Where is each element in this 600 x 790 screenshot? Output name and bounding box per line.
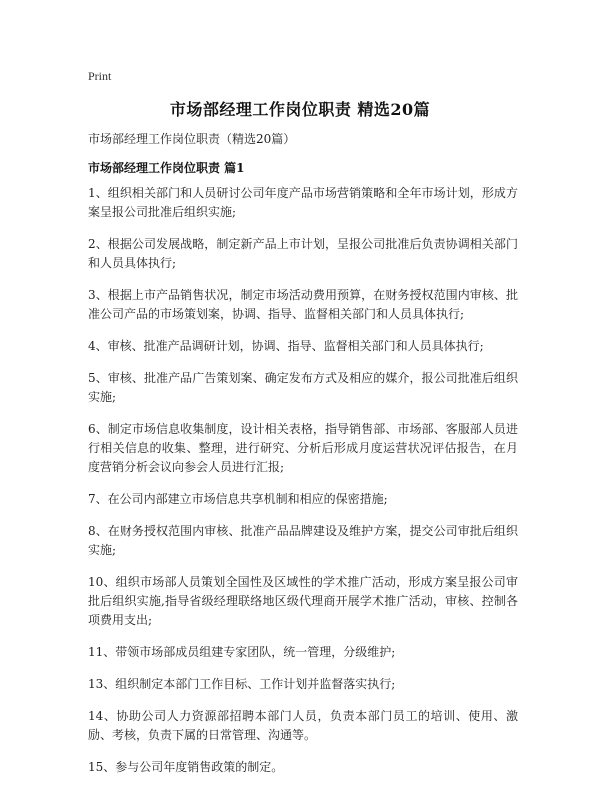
list-item: 1、组织相关部门和人员研讨公司年度产品市场营销策略和全年市场计划，形成方案呈报公司批准后组织实施;: [88, 186, 518, 219]
list-item: 14、协助公司人力资源部招聘本部门人员，负责本部门员工的培训、使用、激励、考核，负责下属的日常管理、沟通等。: [88, 709, 518, 742]
list-item: 4、审核、批准产品调研计划，协调、指导、监督相关部门和人员具体执行;: [88, 339, 484, 353]
list-item: 13、组织制定本部门工作目标、工作计划并监督落实执行;: [88, 677, 396, 691]
list-item: 6、制定市场信息收集制度，设计相关表格，指导销售部、市场部、客服部人员进行相关信息的收集、整理，进行研究、分析后形成月度运营状况评估报告，在月度营销分析会议向参会人员进行汇报;: [88, 422, 518, 474]
duty-list: [88, 184, 518, 790]
list-item: 15、参与公司年度销售政策的制定。: [88, 760, 284, 774]
list-item: 5、审核、批准产品广告策划案、确定发布方式及相应的媒介，报公司批准后组织实施;: [88, 371, 518, 404]
list-item: 8、在财务授权范围内审核、批准产品品牌建设及维护方案，提交公司审批后组织实施;: [88, 524, 518, 557]
list-item: 2、根据公司发展战略，制定新产品上市计划，呈报公司批准后负责协调相关部门和人员具体执行;: [88, 237, 518, 270]
print-label[interactable]: Print: [88, 69, 112, 83]
list-item: 7、在公司内部建立市场信息共享机制和相应的保密措施;: [88, 492, 388, 506]
list-item: 3、根据上市产品销售状况，制定市场活动费用预算，在财务授权范围内审核、批准公司产品的市场策划案，协调、指导、监督相关部门和人员具体执行;: [88, 288, 518, 321]
section-heading: 市场部经理工作岗位职责 篇1: [88, 161, 245, 175]
list-item: 11、带领市场部成员组建专家团队，统一管理，分级维护;: [88, 645, 396, 659]
page-title: 市场部经理工作岗位职责 精选20篇: [169, 100, 431, 119]
subtitle: 市场部经理工作岗位职责（精选20篇）: [88, 132, 296, 146]
list-item: 10、组织市场部人员策划全国性及区域性的学术推广活动，形成方案呈报公司审批后组织实施,指导省级经理联络地区级代理商开展学术推广活动，审核、控制各项费用支出;: [88, 575, 518, 627]
